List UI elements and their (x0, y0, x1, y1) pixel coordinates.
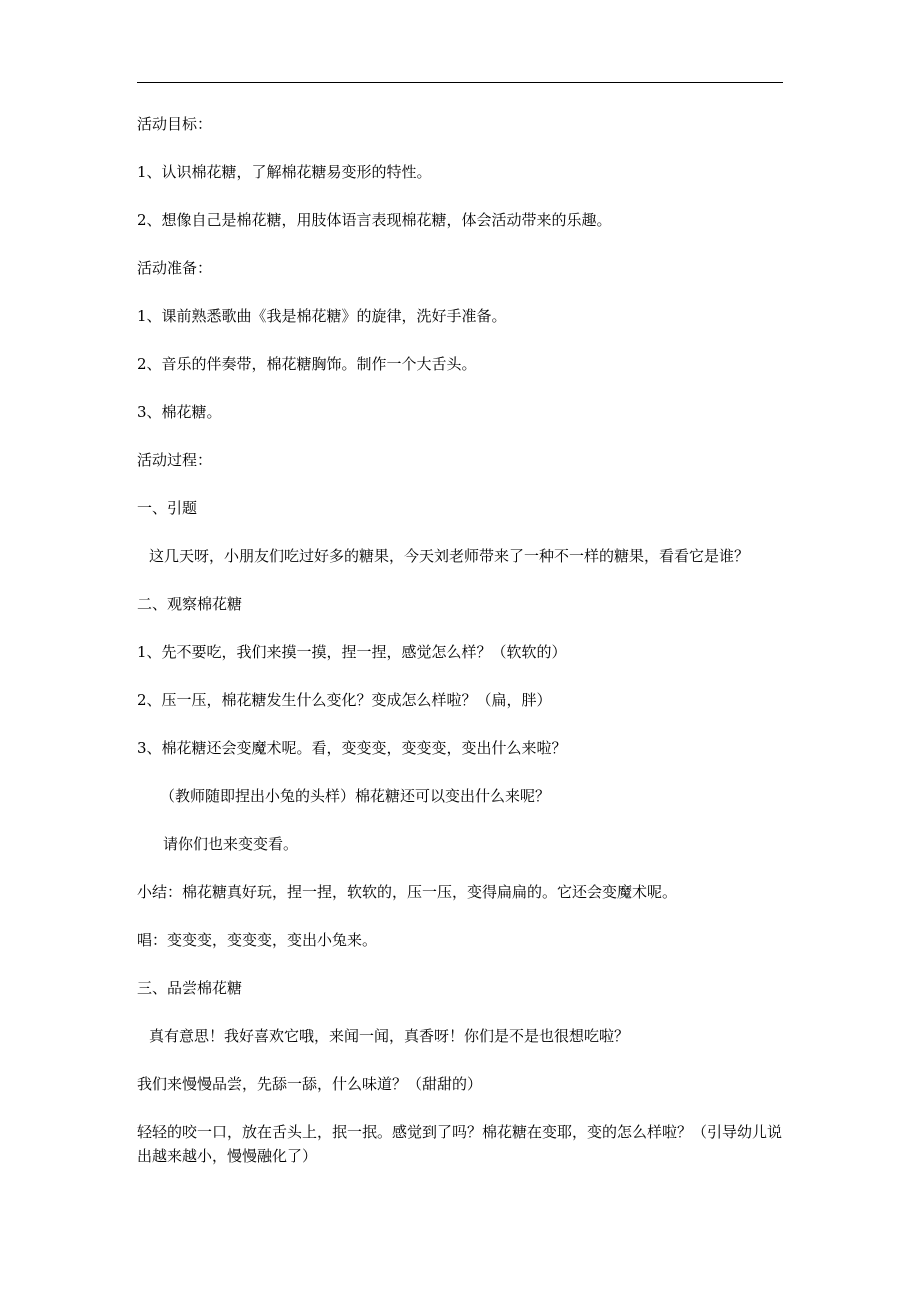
step-heading-observe: 二、观察棉花糖 (137, 595, 243, 613)
section-heading-goals: 活动目标： (137, 115, 213, 133)
observe-item-2: 2、压一压，棉花糖发生什么变化？变成怎么样啦？（扁，胖） (137, 691, 552, 709)
summary-line: 小结：棉花糖真好玩，捏一捏，软软的，压一压，变得扁扁的。它还会变魔术呢。 (137, 883, 678, 901)
taste-paragraph-1: 真有意思！我好喜欢它哦，来闻一闻，真香呀！你们是不是也很想吃啦？ (149, 1027, 630, 1045)
step-heading-intro: 一、引题 (137, 499, 198, 517)
step-heading-taste: 三、品尝棉花糖 (137, 979, 243, 997)
prep-item-3: 3、棉花糖。 (137, 403, 222, 421)
header-rule (137, 82, 783, 83)
taste-paragraph-3: 轻轻的咬一口，放在舌头上，抿一抿。感觉到了吗？棉花糖在变耶，变的怎么样啦？（引导幼儿说出越来越小，慢慢融化了） (137, 1123, 783, 1165)
section-heading-process: 活动过程： (137, 451, 213, 469)
sing-line: 唱：变变变，变变变，变出小兔来。 (137, 931, 378, 949)
goal-item-2: 2、想像自己是棉花糖，用肢体语言表现棉花糖，体会活动带来的乐趣。 (137, 211, 612, 229)
section-heading-preparation: 活动准备： (137, 259, 213, 277)
prep-item-2: 2、音乐的伴奏带，棉花糖胸饰。制作一个大舌头。 (137, 355, 477, 373)
intro-paragraph: 这几天呀，小朋友们吃过好多的糖果，今天刘老师带来了一种不一样的糖果，看看它是谁？ (149, 547, 750, 565)
prep-item-1: 1、课前熟悉歌曲《我是棉花糖》的旋律，洗好手准备。 (137, 307, 507, 325)
observe-item-3: 3、棉花糖还会变魔术呢。看，变变变，变变变，变出什么来啦？ (137, 739, 567, 757)
teacher-demo-line: （教师随即捏出小兔的头样）棉花糖还可以变出什么来呢？ (160, 787, 551, 805)
children-try-line: 请你们也来变变看。 (163, 835, 299, 853)
taste-paragraph-2: 我们来慢慢品尝，先舔一舔，什么味道？（甜甜的） (137, 1075, 483, 1093)
goal-item-1: 1、认识棉花糖，了解棉花糖易变形的特性。 (137, 163, 432, 181)
observe-item-1: 1、先不要吃，我们来摸一摸，捏一捏，感觉怎么样？（软软的） (137, 643, 567, 661)
